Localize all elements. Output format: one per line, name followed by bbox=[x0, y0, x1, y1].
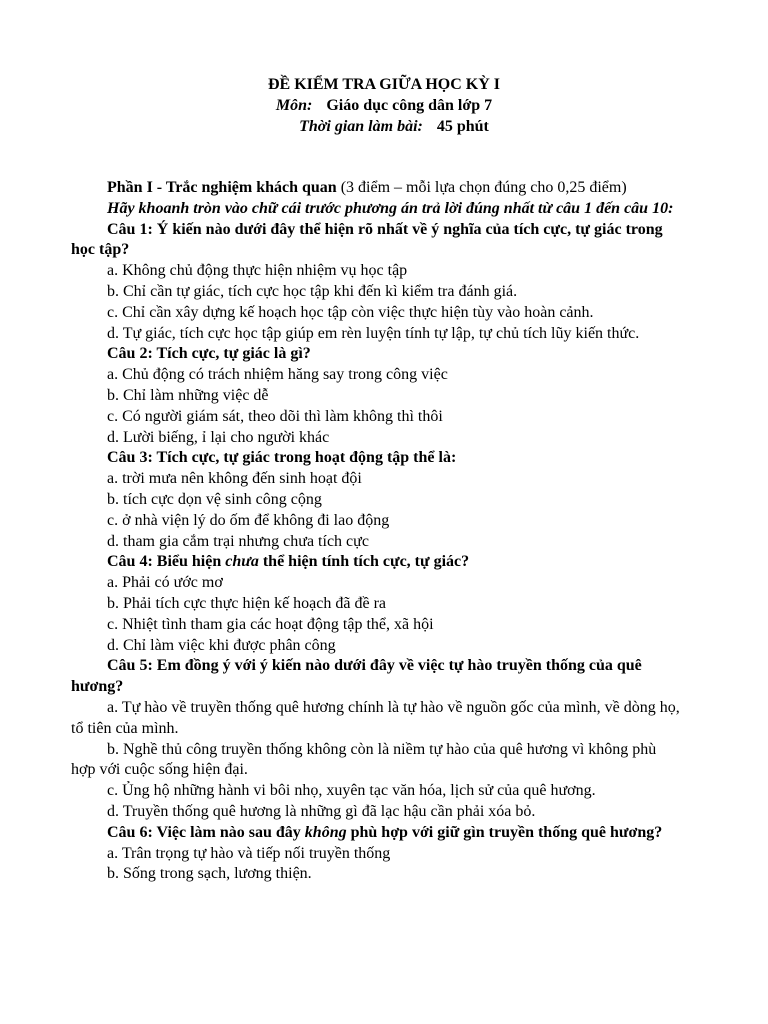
question-2-option-c: c. Có người giám sát, theo dõi thì làm không thì thôi bbox=[107, 407, 443, 425]
exam-title: ĐỀ KIỂM TRA GIỮA HỌC KỲ I bbox=[267, 76, 501, 93]
subject-value: Giáo dục công dân lớp 7 bbox=[326, 97, 493, 114]
question-6-option-b: b. Sống trong sạch, lương thiện. bbox=[107, 865, 312, 883]
time-value: 45 phút bbox=[436, 118, 489, 135]
question-6-label-emphasis: không bbox=[304, 823, 347, 841]
question-2-option-a: a. Chủ động có trách nhiệm hăng say trong công việc bbox=[107, 366, 448, 384]
question-4-label-emphasis: chưa bbox=[225, 553, 259, 571]
section-score-note: (3 điểm – mỗi lựa chọn đúng cho 0,25 điểm) bbox=[340, 179, 627, 196]
question-4-option-d: d. Chỉ làm việc khi được phân công bbox=[107, 636, 336, 654]
question-4-option-b: b. Phải tích cực thực hiện kế hoạch đã đề ra bbox=[107, 594, 387, 612]
question-3-option-d: d. tham gia cắm trại nhưng chưa tích cực bbox=[107, 532, 369, 550]
question-6 bbox=[71, 823, 683, 844]
question-1-option-d: d. Tự giác, tích cực học tập giúp em rèn luyện tính tự lập, tự chủ tích lũy kiến thức. bbox=[107, 324, 640, 342]
question-2-option-b: b. Chỉ làm những việc dễ bbox=[107, 386, 269, 404]
question-5-option-a: a. Tự hào về truyền thống quê hương chính là tự hào về nguồn gốc của mình, về dòng họ, tổ tiên của mình. bbox=[71, 698, 680, 737]
question-5-option-c: c. Ủng hộ những hành vi bôi nhọ, xuyên tạc văn hóa, lịch sử của quê hương. bbox=[107, 782, 596, 800]
question-6-option-a: a. Trân trọng tự hào và tiếp nối truyền thống bbox=[107, 844, 391, 862]
exam-content bbox=[71, 178, 683, 885]
section-title: Phần I - Trắc nghiệm khách quan bbox=[107, 179, 337, 196]
question-2-option-d: d. Lười biếng, ỉ lại cho người khác bbox=[107, 428, 330, 446]
question-4-label-post: thể hiện tính tích cực, tự giác? bbox=[258, 553, 470, 571]
time-line bbox=[0, 117, 768, 137]
question-1: Câu 1: Ý kiến nào dưới đây thể hiện rõ nhất về ý nghĩa của tích cực, tự giác trong học tập? bbox=[71, 220, 663, 259]
question-3-option-b: b. tích cực dọn vệ sinh công cộng bbox=[107, 490, 322, 508]
time-label: Thời gian làm bài: bbox=[299, 118, 423, 135]
question-3-option-a: a. trời mưa nên không đến sinh hoạt đội bbox=[107, 470, 362, 488]
question-4-option-a: a. Phải có ước mơ bbox=[107, 574, 223, 592]
question-1-option-b: b. Chỉ cần tự giác, tích cực học tập khi đến kì kiểm tra đánh giá. bbox=[107, 282, 518, 300]
section-instruction: Hãy khoanh tròn vào chữ cái trước phương án trả lời đúng nhất từ câu 1 đến câu 10: bbox=[107, 199, 674, 217]
subject-label: Môn: bbox=[275, 97, 313, 114]
question-3: Câu 3: Tích cực, tự giác trong hoạt động tập thể là: bbox=[107, 449, 457, 467]
question-5-option-b: b. Nghề thủ công truyền thống không còn là niềm tự hào của quê hương vì không phù hợp với cuộc sống hiện đại. bbox=[71, 740, 657, 779]
question-6-label-post: phù hợp với giữ gìn truyền thống quê hương? bbox=[346, 823, 663, 841]
question-4 bbox=[71, 552, 683, 573]
question-1-option-c: c. Chỉ cần xây dựng kế hoạch học tập còn việc thực hiện tùy vào hoàn cảnh. bbox=[107, 303, 594, 321]
question-2: Câu 2: Tích cực, tự giác là gì? bbox=[107, 345, 311, 363]
question-5: Câu 5: Em đồng ý với ý kiến nào dưới đây về việc tự hào truyền thống của quê hương? bbox=[71, 657, 642, 696]
question-3-option-c: c. ở nhà viện lý do ốm để không đi lao động bbox=[107, 511, 390, 529]
section-heading bbox=[71, 178, 683, 199]
question-4-label-pre: Câu 4: Biểu hiện bbox=[107, 553, 226, 571]
question-6-label-pre: Câu 6: Việc làm nào sau đây bbox=[107, 823, 305, 841]
question-4-option-c: c. Nhiệt tình tham gia các hoạt động tập thể, xã hội bbox=[107, 615, 434, 633]
question-5-option-d: d. Truyền thống quê hương là những gì đã lạc hậu cần phải xóa bỏ. bbox=[107, 802, 536, 820]
subject-line bbox=[0, 96, 768, 116]
question-1-option-a: a. Không chủ động thực hiện nhiệm vụ học tập bbox=[107, 262, 408, 280]
